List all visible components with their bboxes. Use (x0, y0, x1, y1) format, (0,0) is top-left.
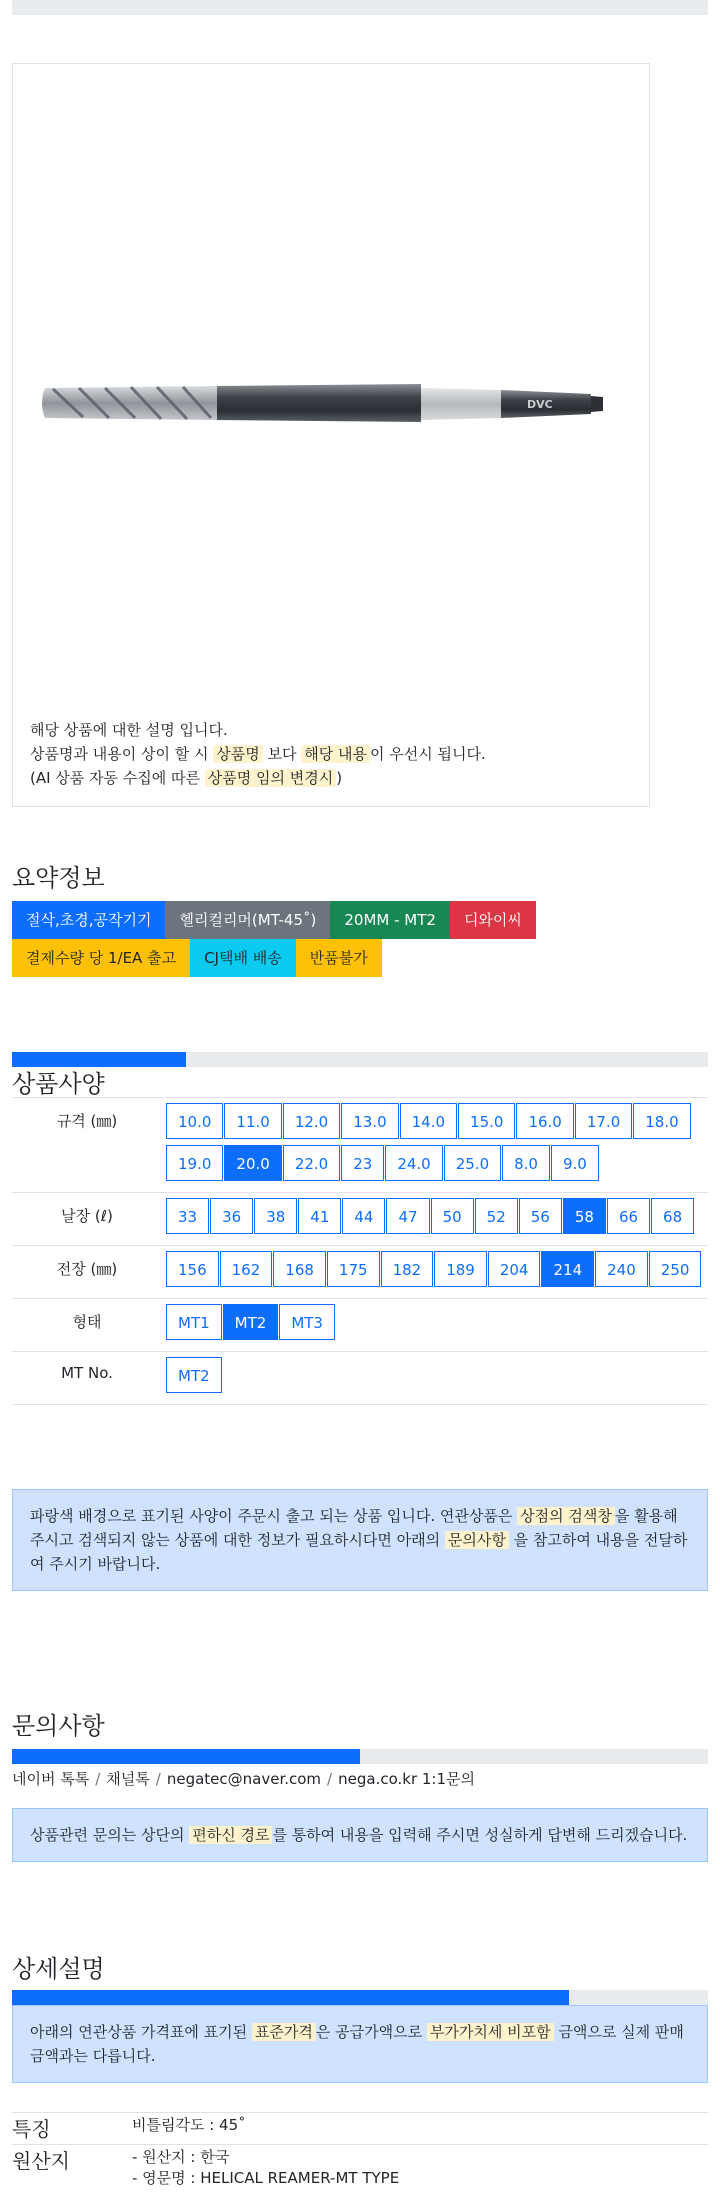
spec-option-button[interactable]: 14.0 (400, 1103, 457, 1139)
product-image-card (12, 63, 650, 807)
spec-label: MT No. (12, 1352, 162, 1405)
spec-options-cell (162, 1352, 708, 1405)
contact-link[interactable]: 네이버 톡톡 (12, 1770, 90, 1788)
spec-options-cell (162, 1299, 708, 1352)
specs-notice-text: 파랑색 배경으로 표기된 사양이 주문시 출고 되는 상품 입니다. 연관상품은 (30, 1507, 518, 1525)
feature-value: - 영문명 : HELICAL REAMER-MT TYPE (132, 2169, 400, 2187)
spec-option-button[interactable]: 162 (220, 1251, 273, 1287)
spec-options-cell (162, 1193, 708, 1246)
spec-label: 전장 (㎜) (12, 1246, 162, 1299)
spec-row (12, 1352, 708, 1405)
spec-option-button[interactable]: 52 (475, 1198, 518, 1234)
spec-row (12, 1193, 708, 1246)
contact-link[interactable]: negatec@naver.com (166, 1770, 322, 1788)
spec-row (12, 1299, 708, 1352)
spec-option-button[interactable]: 58 (563, 1198, 606, 1234)
spec-option-button[interactable]: 15.0 (458, 1103, 515, 1139)
spec-option-button[interactable]: MT1 (166, 1304, 222, 1340)
detail-notice-text: 아래의 연관상품 가격표에 표기된 (30, 2023, 252, 2041)
breadcrumb-separator: / (155, 1770, 161, 1788)
description-text: 이 우선시 됩니다. (369, 745, 486, 763)
features-table (12, 2112, 708, 2190)
contact-link[interactable]: 채널톡 (106, 1770, 150, 1788)
spec-option-button[interactable]: 33 (166, 1198, 209, 1234)
spec-row (12, 1246, 708, 1299)
specs-notice (12, 1489, 708, 1591)
spec-option-button[interactable]: 44 (342, 1198, 385, 1234)
spec-option-button[interactable]: 10.0 (166, 1103, 223, 1139)
spec-option-button[interactable]: 17.0 (575, 1103, 632, 1139)
spec-option-button[interactable]: MT2 (166, 1357, 222, 1393)
summary-badges-row2 (12, 939, 708, 977)
spec-option-button[interactable]: 175 (327, 1251, 380, 1287)
description-highlight: 상품명 (213, 745, 262, 763)
spec-option-button[interactable]: 36 (210, 1198, 253, 1234)
spec-row (12, 1098, 708, 1193)
svg-text:DVC: DVC (527, 398, 553, 411)
description-highlight: 상품명 임의 변경시 (205, 769, 336, 787)
description-text: 해당 상품에 대한 설명 입니다. (30, 721, 228, 739)
spec-option-button[interactable]: 47 (386, 1198, 429, 1234)
description-line (30, 766, 486, 790)
spec-option-button[interactable]: 204 (488, 1251, 541, 1287)
description-line (30, 742, 486, 766)
spec-options-cell (162, 1098, 708, 1193)
inquiry-title: 문의사항 (12, 1712, 105, 1740)
contact-links (12, 1768, 475, 1789)
spec-options-cell (162, 1246, 708, 1299)
specs-notice-text: 을 참고하여 내용을 전달하여 주시기 바랍니다. (30, 1531, 688, 1573)
spec-option-button[interactable]: 8.0 (502, 1145, 550, 1181)
summary-badge: CJ택배 배송 (190, 939, 296, 977)
spec-table-end (12, 1405, 708, 1406)
spec-label: 규격 (㎜) (12, 1098, 162, 1193)
summary-badge: 디와이씨 (450, 901, 536, 939)
breadcrumb-separator: / (327, 1770, 333, 1788)
spec-option-button[interactable]: 66 (607, 1198, 650, 1234)
feature-key: 원산지 (12, 2145, 132, 2191)
feature-key: 특징 (12, 2113, 132, 2145)
description-text: (AI 상품 자동 수집에 따른 (30, 769, 205, 787)
spec-option-button[interactable]: 9.0 (551, 1145, 599, 1181)
spec-option-button[interactable]: 20.0 (224, 1145, 281, 1181)
spec-option-button[interactable]: 25.0 (444, 1145, 501, 1181)
description-text: 보다 (262, 745, 302, 763)
summary-badge: 헬리컬리머(MT-45˚) (165, 901, 330, 939)
summary-badge: 결제수량 당 1/EA 출고 (12, 939, 190, 977)
spec-option-button[interactable]: 156 (166, 1251, 219, 1287)
feature-values (132, 2145, 708, 2191)
inquiry-progress (12, 1749, 708, 1764)
detail-notice-highlight: 표준가격 (252, 2023, 316, 2041)
description-text: 상품명과 내용이 상이 할 시 (30, 745, 214, 763)
spec-label: 날장 (ℓ) (12, 1193, 162, 1246)
spec-option-button[interactable]: 168 (273, 1251, 326, 1287)
specs-notice-highlight: 상점의 검색창 (517, 1507, 615, 1525)
spec-option-button[interactable]: MT2 (223, 1304, 279, 1340)
inquiry-notice-text: 상품관련 문의는 상단의 (30, 1826, 190, 1844)
spec-option-button[interactable]: 240 (595, 1251, 648, 1287)
summary-title: 요약정보 (12, 864, 105, 892)
spec-option-button[interactable]: 41 (298, 1198, 341, 1234)
spec-option-button[interactable]: 182 (381, 1251, 434, 1287)
summary-badges-row1 (12, 901, 708, 939)
spec-option-button[interactable]: 11.0 (224, 1103, 281, 1139)
spec-options (162, 1098, 708, 1192)
spec-option-button[interactable]: 18.0 (633, 1103, 690, 1139)
summary-badge: 반품불가 (296, 939, 382, 977)
feature-value: - 원산지 : 한국 (132, 2148, 230, 2166)
description-text: ) (336, 769, 343, 787)
detail-title: 상세설명 (12, 1955, 105, 1983)
breadcrumb-separator: / (95, 1770, 101, 1788)
feature-value: 비틀림각도 : 45˚ (132, 2116, 246, 2134)
spec-option-button[interactable]: MT3 (279, 1304, 335, 1340)
spec-option-button[interactable]: 50 (431, 1198, 474, 1234)
description-line (30, 718, 486, 742)
spec-options (162, 1352, 708, 1404)
top-bar (12, 0, 708, 15)
spec-option-button[interactable]: 22.0 (283, 1145, 340, 1181)
feature-values (132, 2113, 708, 2145)
detail-notice-highlight: 부가가치세 비포함 (427, 2023, 554, 2041)
spec-label: 형태 (12, 1299, 162, 1352)
inquiry-notice (12, 1808, 708, 1862)
spec-option-button[interactable]: 23 (341, 1145, 384, 1181)
feature-row (12, 2145, 708, 2191)
spec-options (162, 1299, 708, 1351)
spec-option-button[interactable]: 56 (519, 1198, 562, 1234)
spec-option-button[interactable]: 13.0 (341, 1103, 398, 1139)
inquiry-notice-highlight: 편하신 경로 (189, 1826, 272, 1844)
specs-table (12, 1097, 708, 1405)
spec-options (162, 1246, 708, 1298)
description-highlight: 해당 내용 (301, 745, 370, 763)
specs-notice-text: 을 활용해 주시고 검색되지 않는 상품에 대한 정보가 필요하시다면 아래의 (30, 1507, 678, 1549)
spec-option-button[interactable]: 250 (649, 1251, 702, 1287)
summary-badge: 절삭,초경,공작기기 (12, 901, 165, 939)
specs-progress (12, 1052, 708, 1067)
specs-notice-highlight: 문의사항 (445, 1531, 509, 1549)
spec-option-button[interactable]: 214 (541, 1251, 594, 1287)
spec-option-button[interactable]: 38 (254, 1198, 297, 1234)
spec-option-button[interactable]: 16.0 (516, 1103, 573, 1139)
detail-notice-text: 은 공급가액으로 (315, 2023, 427, 2041)
spec-table-end-cell (12, 1405, 708, 1406)
contact-link[interactable]: nega.co.kr 1:1문의 (338, 1770, 475, 1788)
helical-reamer-image (31, 364, 631, 444)
detail-progress (12, 1990, 708, 2005)
spec-option-button[interactable]: 24.0 (385, 1145, 442, 1181)
spec-option-button[interactable]: 68 (651, 1198, 694, 1234)
summary-badge: 20MM - MT2 (330, 901, 450, 939)
product-description (30, 718, 486, 790)
spec-option-button[interactable]: 189 (434, 1251, 487, 1287)
detail-notice (12, 2005, 708, 2083)
feature-row (12, 2113, 708, 2145)
spec-option-button[interactable]: 19.0 (166, 1145, 223, 1181)
detail-notice-text: 금액으로 실제 판매금액과는 다릅니다. (30, 2023, 684, 2065)
inquiry-notice-text: 를 통하여 내용을 입력해 주시면 성실하게 답변해 드리겠습니다. (272, 1826, 688, 1844)
spec-option-button[interactable]: 12.0 (283, 1103, 340, 1139)
spec-options (162, 1193, 708, 1245)
specs-title: 상품사양 (12, 1070, 105, 1098)
